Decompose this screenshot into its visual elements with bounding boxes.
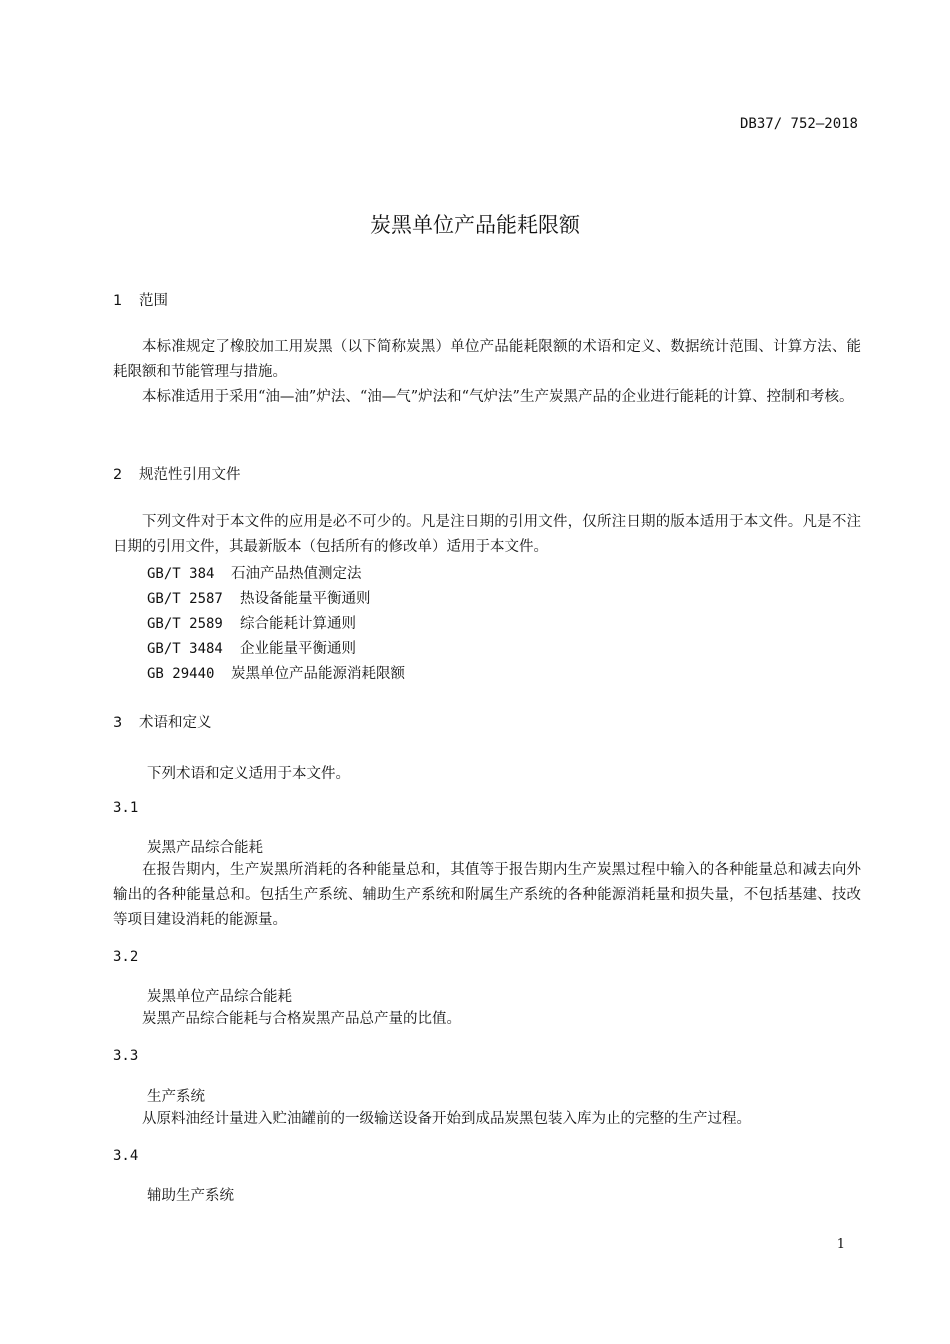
- reference-code: GB 29440: [147, 666, 215, 682]
- section-number: 3: [113, 715, 123, 731]
- subsection-number: 3.2: [113, 949, 139, 965]
- reference-name: 综合能耗计算通则: [240, 616, 356, 632]
- section-number: 1: [113, 293, 123, 309]
- reference-code: GB/T 2589: [147, 616, 223, 632]
- reference-item: [147, 587, 371, 608]
- standard-number: DB37/ 752—2018: [739, 116, 858, 132]
- paragraph: 本标准规定了橡胶加工用炭黑（以下简称炭黑）单位产品能耗限额的术语和定义、数据统计范围、计算方法、能耗限额和节能管理与措施。: [113, 339, 861, 380]
- term-definition: 炭黑产品综合能耗与合格炭黑产品总产量的比值。: [142, 1011, 461, 1027]
- paragraph: 本标准适用于采用“油—油”炉法、“油—气”炉法和“气炉法”生产炭黑产品的企业进行能耗的计算、控制和考核。: [142, 389, 854, 405]
- term-title: 炭黑单位产品综合能耗: [147, 989, 292, 1005]
- reference-name: 企业能量平衡通则: [240, 641, 356, 657]
- section-1-heading: [113, 289, 168, 310]
- reference-name: 热设备能量平衡通则: [240, 591, 371, 607]
- section-title: 规范性引用文件: [139, 467, 241, 483]
- section-number: 2: [113, 467, 123, 483]
- reference-name: 石油产品热值测定法: [231, 566, 362, 582]
- section-intro: 下列术语和定义适用于本文件。: [147, 766, 350, 782]
- term-definition: 从原料油经计量进入贮油罐前的一级输送设备开始到成品炭黑包装入库为止的完整的生产过程。: [142, 1111, 751, 1127]
- reference-item: [147, 662, 405, 683]
- reference-code: GB/T 3484: [147, 641, 223, 657]
- paragraph: 下列文件对于本文件的应用是必不可少的。凡是注日期的引用文件，仅所注日期的版本适用于本文件。凡是不注日期的引用文件，其最新版本（包括所有的修改单）适用于本文件。: [113, 514, 861, 555]
- section-title: 范围: [139, 293, 168, 309]
- reference-code: GB/T 2587: [147, 591, 223, 607]
- reference-name: 炭黑单位产品能源消耗限额: [231, 666, 405, 682]
- page-number: 1: [836, 1237, 845, 1252]
- reference-item: [147, 637, 356, 658]
- section-3-heading: [113, 711, 212, 732]
- section-title: 术语和定义: [139, 715, 212, 731]
- page-title: 炭黑单位产品能耗限额: [370, 213, 580, 237]
- term-title: 生产系统: [147, 1089, 205, 1105]
- subsection-number: 3.3: [113, 1048, 139, 1064]
- term-title: 炭黑产品综合能耗: [147, 840, 263, 856]
- reference-item: [147, 562, 362, 583]
- reference-code: GB/T 384: [147, 566, 215, 582]
- section-2-heading: [113, 463, 241, 484]
- subsection-number: 3.1: [113, 800, 139, 816]
- term-title: 辅助生产系统: [147, 1188, 234, 1204]
- term-definition: 在报告期内，生产炭黑所消耗的各种能量总和，其值等于报告期内生产炭黑过程中输入的各种能量总和减去向外输出的各种能量总和。包括生产系统、辅助生产系统和附属生产系统的各种能源消耗量和损失量，不包括基建、技改等项目建设消耗的能源量。: [113, 862, 861, 928]
- reference-item: [147, 612, 356, 633]
- subsection-number: 3.4: [113, 1148, 139, 1164]
